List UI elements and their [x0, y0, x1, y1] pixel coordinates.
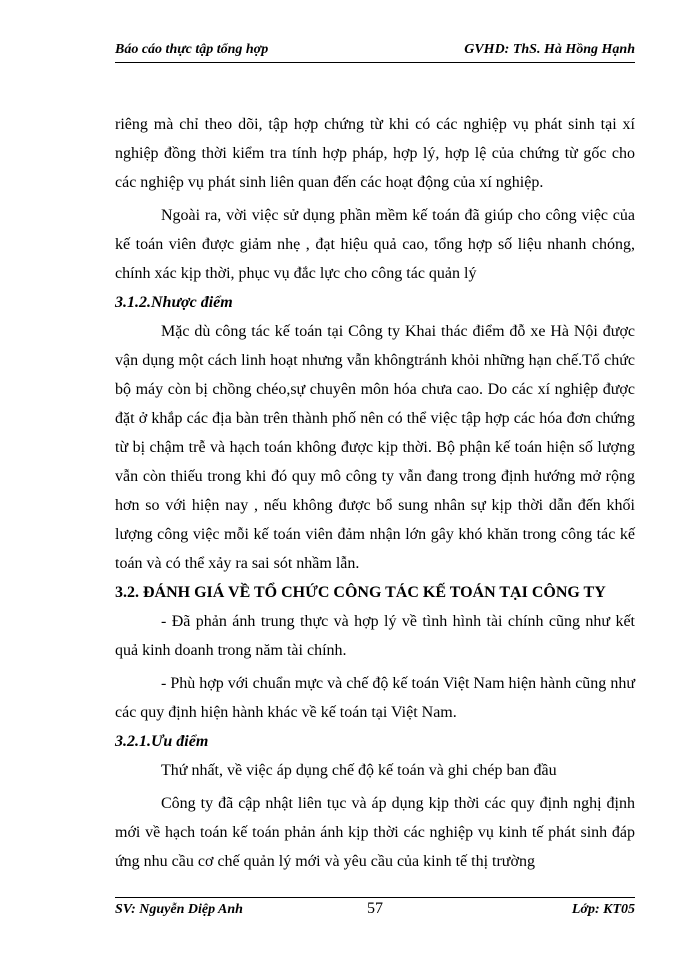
footer-rule [115, 897, 635, 898]
paragraph-updates: Công ty đã cập nhật liên tục và áp dụng kịp thời các quy định nghị định mới về hạch toán kế toán phản ánh kịp thời các nghiệp vụ kinh tế phát sinh đáp ứng nhu cầu cơ chế quản lý mới và yêu cầu của kinh tế thị trường [115, 795, 635, 870]
heading-3-1-2: 3.1.2.Nhược điểm [115, 294, 233, 311]
header-supervisor: GVHD: ThS. Hà Hồng Hạnh [464, 42, 635, 57]
page-header [115, 42, 635, 62]
bullet-fair-reporting: - Đã phản ánh trung thực và hợp lý về tình hình tài chính cũng như kết quả kinh doanh trong năm tài chính. [115, 613, 635, 659]
heading-3-2-1: 3.2.1.Ưu điểm [115, 733, 209, 750]
paragraph-first-point: Thứ nhất, về việc áp dụng chế độ kế toán và ghi chép ban đầu [161, 762, 557, 779]
header-rule [115, 62, 635, 63]
page-footer [115, 902, 635, 922]
page-body [115, 110, 635, 876]
header-report-title: Báo cáo thực tập tổng hợp [115, 42, 269, 57]
footer-student: SV: Nguyễn Diệp Anh [115, 902, 243, 917]
bullet-compliance: - Phù hợp với chuẩn mực và chế độ kế toán Việt Nam hiện hành cũng như các quy định hiện hành khác về kế toán tại Việt Nam. [115, 675, 635, 721]
paragraph-weaknesses: Mặc dù công tác kế toán tại Công ty Khai thác điểm đỗ xe Hà Nội được vận dụng một cách linh hoạt nhưng vẫn khôngtránh khỏi những hạn chế.Tổ chức bộ máy còn bị chồng chéo,sự chuyên môn hóa chưa cao. Do các xí nghiệp được đặt ở khắp các địa bàn trên thành phố nên có thể việc tập hợp các hóa đơn chứng từ bị chậm trễ và hạch toán không được kịp thời. Bộ phận kế toán hiện số lượng vẫn còn thiếu trong khi đó quy mô công ty vẫn đang trong định hướng mở rộng hơn so với hiện nay , nếu không được bổ sung nhân sự kịp thời dẫn đến khối lượng công việc mỗi kế toán viên đảm nhận lớn gây khó khăn trong công tác kế toán và có thể xảy ra sai sót nhầm lẫn. [115, 323, 635, 572]
footer-class: Lớp: KT05 [571, 902, 635, 917]
page-number: 57 [367, 900, 383, 917]
paragraph-software: Ngoài ra, vời việc sử dụng phần mềm kế toán đã giúp cho công việc của kế toán viên được giảm nhẹ , đạt hiệu quả cao, tổng hợp số liệu nhanh chóng, chính xác kịp thời, phục vụ đắc lực cho công tác quản lý [115, 207, 635, 282]
paragraph-continued: riêng mà chỉ theo dõi, tập hợp chứng từ khi có các nghiệp vụ phát sinh tại xí nghiệp đồng thời kiểm tra tính hợp pháp, hợp lý, hợp lệ của chứng từ gốc cho các nghiệp vụ phát sinh liên quan đến các hoạt động của xí nghiệp. [115, 116, 635, 191]
heading-3-2: 3.2. ĐÁNH GIÁ VỀ TỔ CHỨC CÔNG TÁC KẾ TOÁN TẠI CÔNG TY [115, 584, 606, 601]
